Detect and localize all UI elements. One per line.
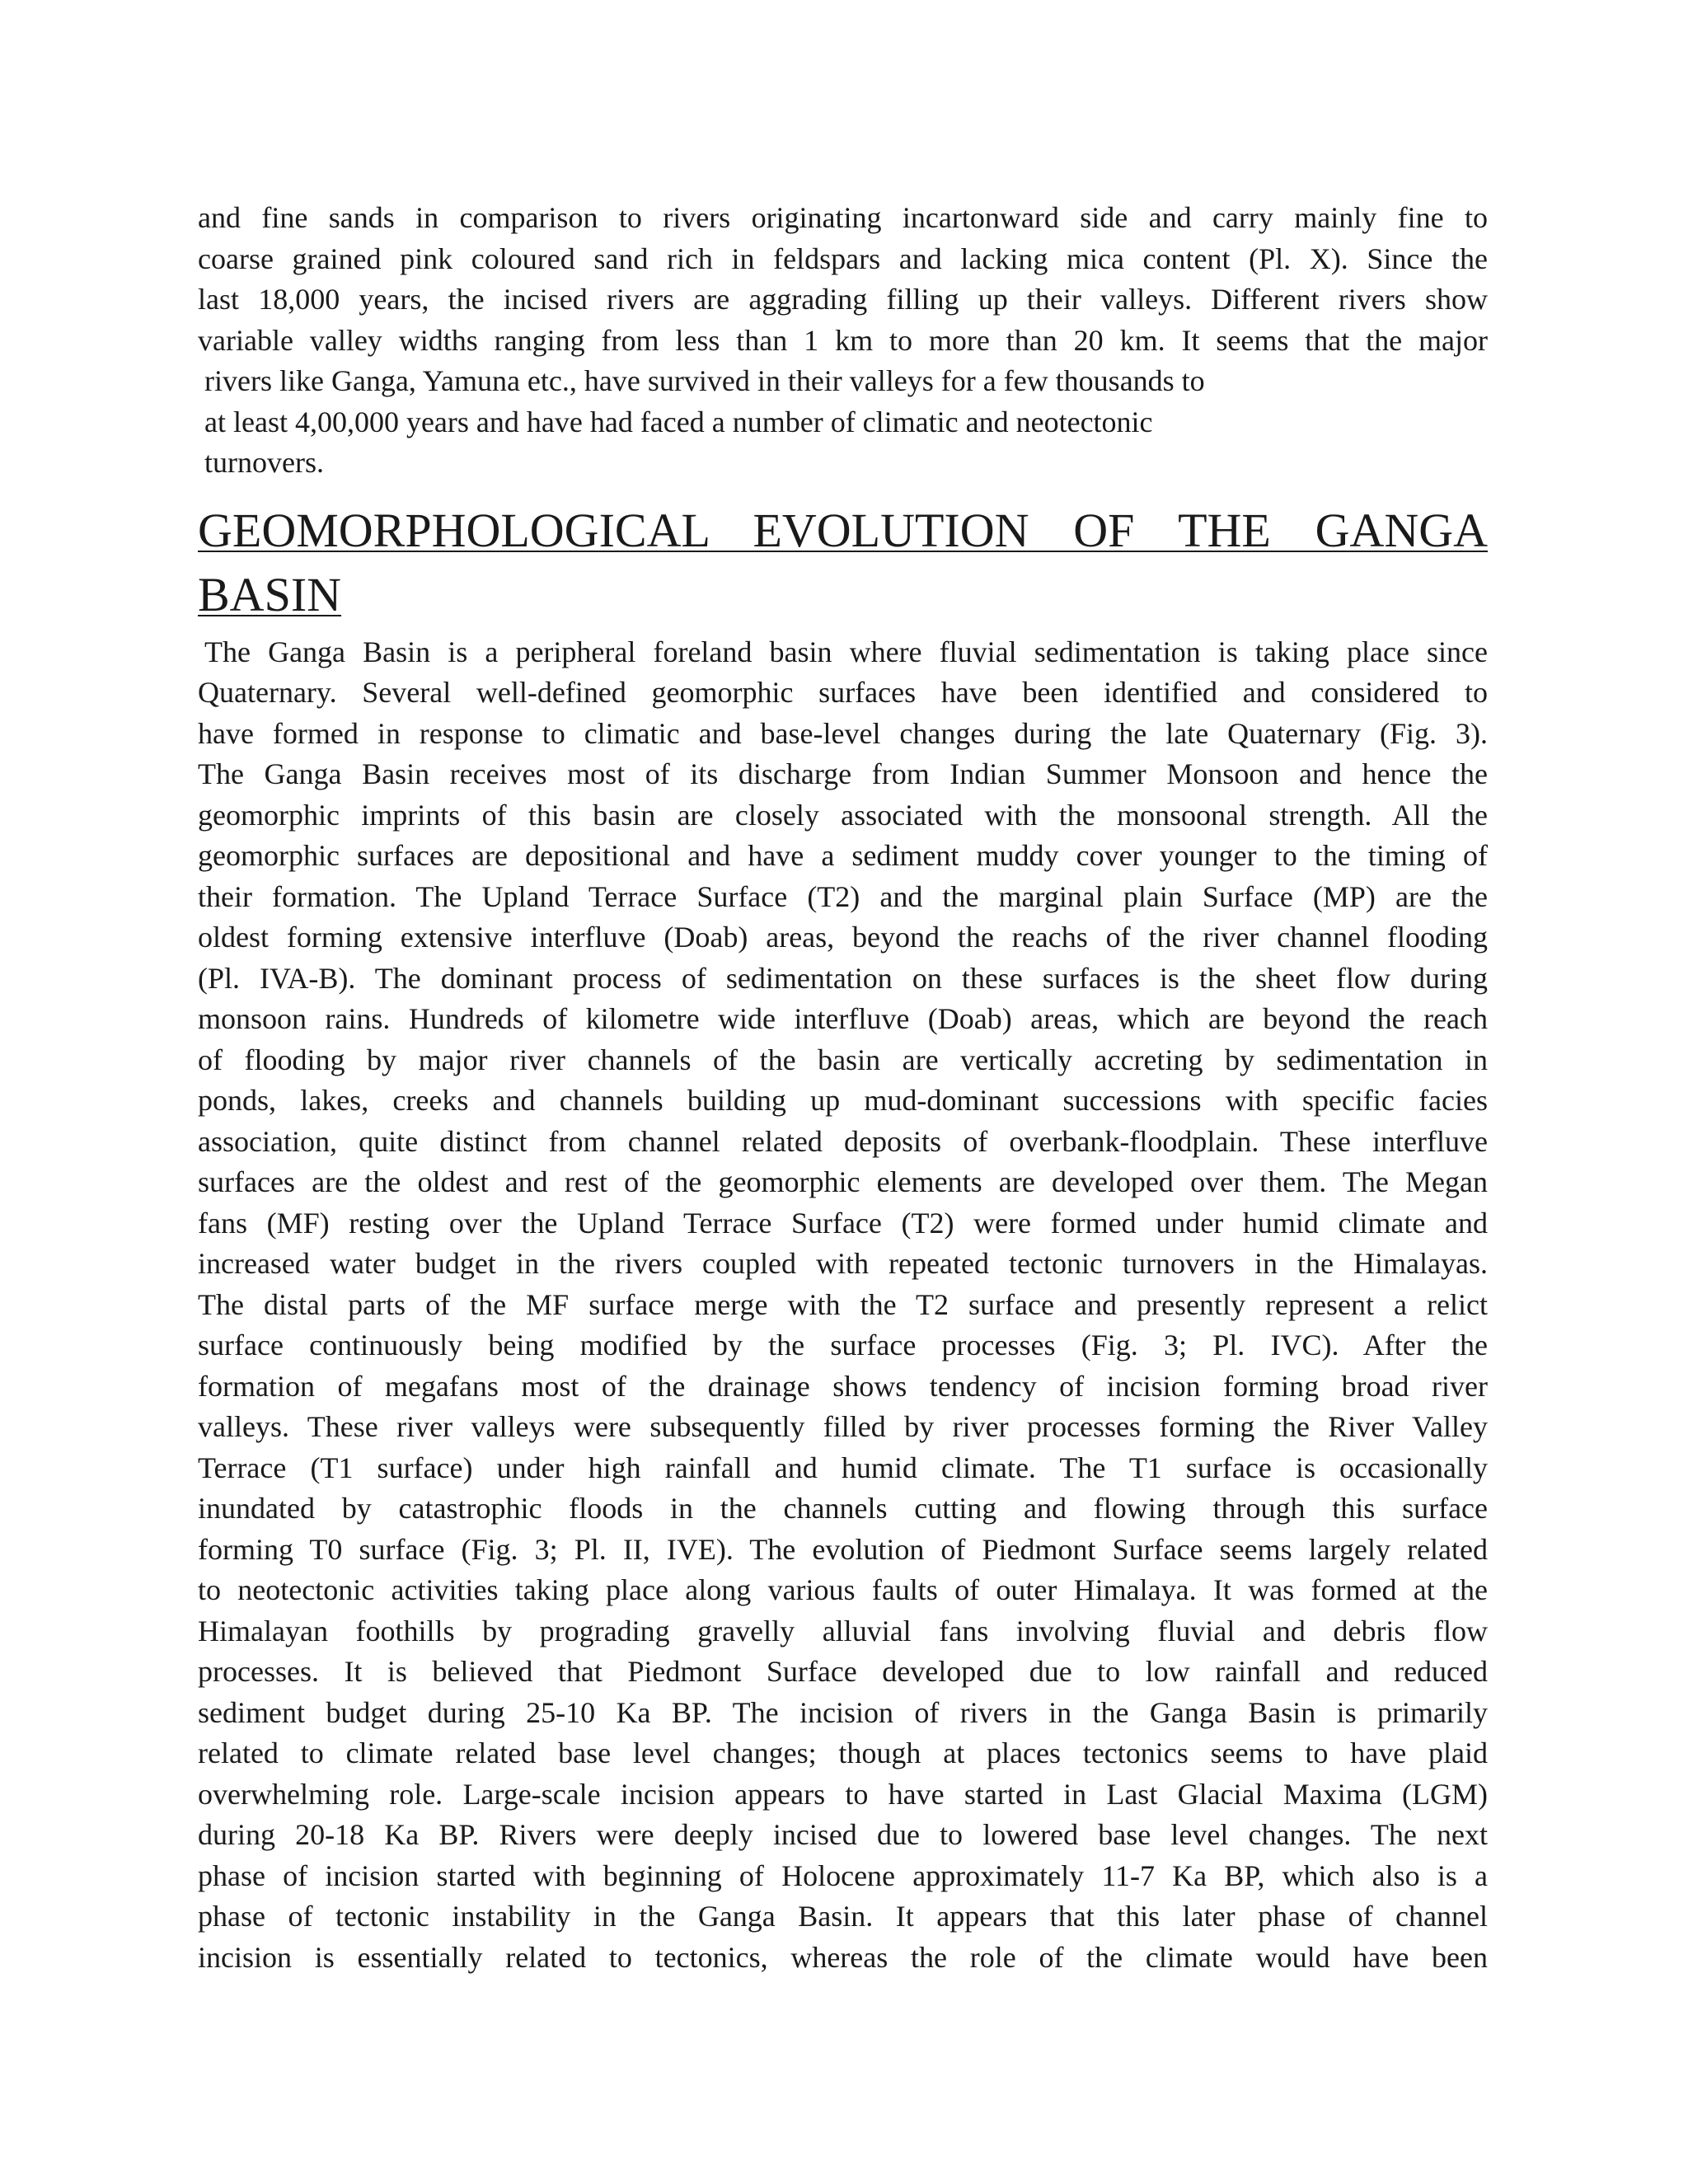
text-line: phase of tectonic instability in the Ganga Basin. It appears that this later phase of channel	[198, 1900, 1488, 1933]
text-line: Quaternary. Several well-defined geomorphic surfaces have been identified and considered to	[198, 676, 1488, 709]
text-line: association, quite distinct from channel related deposits of overbank-floodplain. These interfluve	[198, 1124, 1488, 1158]
text-line: ponds, lakes, creeks and channels building up mud-dominant successions with specific facies	[198, 1084, 1488, 1117]
text-line: variable valley widths ranging from less than 1 km to more than 20 km. It seems that the major	[198, 323, 1488, 357]
text-line: phase of incision started with beginning of Holocene approximately 11-7 Ka BP, which also is a	[198, 1858, 1488, 1892]
section-heading	[198, 499, 1488, 627]
text-line: incision is essentially related to tectonics, whereas the role of the climate would have been	[198, 1940, 1488, 1974]
text-line: rivers like Ganga, Yamuna etc., have survived in their valleys for a few thousands to	[204, 364, 1205, 397]
text-line: valleys. These river valleys were subsequently filled by river processes forming the River Valley	[198, 1410, 1488, 1443]
intro-paragraph	[198, 198, 1488, 484]
text-line: overwhelming role. Large-scale incision appears to have started in Last Glacial Maxima (LGM)	[198, 1777, 1488, 1811]
text-line: surface continuously being modified by the surface processes (Fig. 3; Pl. IVC). After the	[198, 1329, 1488, 1361]
text-line: The Ganga Basin receives most of its discharge from Indian Summer Monsoon and hence the	[198, 757, 1488, 790]
text-line: have formed in response to climatic and base-level changes during the late Quaternary (Fig. 3).	[198, 716, 1488, 750]
text-line: Terrace (T1 surface) under high rainfall and humid climate. The T1 surface is occasionally	[198, 1451, 1488, 1484]
text-line: of flooding by major river channels of the basin are vertically accreting by sedimentation in	[198, 1043, 1488, 1076]
text-line: sediment budget during 25-10 Ka BP. The incision of rivers in the Ganga Basin is primarily	[198, 1695, 1488, 1729]
text-line: geomorphic surfaces are depositional and have a sediment muddy cover younger to the timing of	[198, 839, 1488, 872]
heading-line: BASIN	[198, 567, 342, 621]
text-line: related to climate related base level changes; though at places tectonics seems to have plaid	[198, 1736, 1488, 1769]
text-line: geomorphic imprints of this basin are closely associated with the monsoonal strength. All the	[198, 798, 1488, 832]
main-paragraph	[198, 632, 1488, 1979]
text-line: increased water budget in the rivers coupled with repeated tectonic turnovers in the Himalayas.	[198, 1247, 1488, 1280]
document-page	[198, 198, 1488, 1978]
text-line: formation of megafans most of the drainage shows tendency of incision forming broad river	[198, 1369, 1488, 1403]
text-line: inundated by catastrophic floods in the channels cutting and flowing through this surface	[198, 1492, 1488, 1525]
text-line: their formation. The Upland Terrace Surface (T2) and the marginal plain Surface (MP) are the	[198, 879, 1488, 913]
text-line: fans (MF) resting over the Upland Terrace Surface (T2) were formed under humid climate and	[198, 1206, 1488, 1240]
text-line: last 18,000 years, the incised rivers are aggrading filling up their valleys. Different rivers show	[198, 283, 1488, 316]
text-line: Himalayan foothills by prograding gravelly alluvial fans involving fluvial and debris flow	[198, 1614, 1488, 1647]
text-line: forming T0 surface (Fig. 3; Pl. II, IVE). The evolution of Piedmont Surface seems largely related	[198, 1532, 1488, 1566]
heading-line: GEOMORPHOLOGICAL EVOLUTION OF THE GANGA	[198, 503, 1488, 557]
text-line: processes. It is believed that Piedmont Surface developed due to low rainfall and reduced	[198, 1655, 1488, 1688]
text-line: oldest forming extensive interfluve (Doab) areas, beyond the reachs of the river channel flooding	[198, 921, 1488, 954]
text-line: The distal parts of the MF surface merge with the T2 surface and presently represent a relict	[198, 1287, 1488, 1321]
text-line: The Ganga Basin is a peripheral foreland basin where fluvial sedimentation is taking place since	[204, 635, 1488, 668]
text-line: to neotectonic activities taking place along various faults of outer Himalaya. It was formed at the	[198, 1573, 1488, 1606]
text-line: at least 4,00,000 years and have had faced a number of climatic and neotectonic	[204, 405, 1153, 438]
text-line: and fine sands in comparison to rivers originating incartonward side and carry mainly fine to	[198, 201, 1488, 234]
text-line: surfaces are the oldest and rest of the geomorphic elements are developed over them. The Megan	[198, 1165, 1488, 1198]
text-line: (Pl. IVA-B). The dominant process of sedimentation on these surfaces is the sheet flow during	[198, 961, 1488, 995]
text-line: coarse grained pink coloured sand rich in feldspars and lacking mica content (Pl. X). Since the	[198, 241, 1488, 275]
text-line: turnovers.	[204, 446, 324, 479]
text-line: during 20-18 Ka BP. Rivers were deeply incised due to lowered base level changes. The next	[198, 1818, 1488, 1851]
text-line: monsoon rains. Hundreds of kilometre wide interfluve (Doab) areas, which are beyond the reach	[198, 1002, 1488, 1035]
